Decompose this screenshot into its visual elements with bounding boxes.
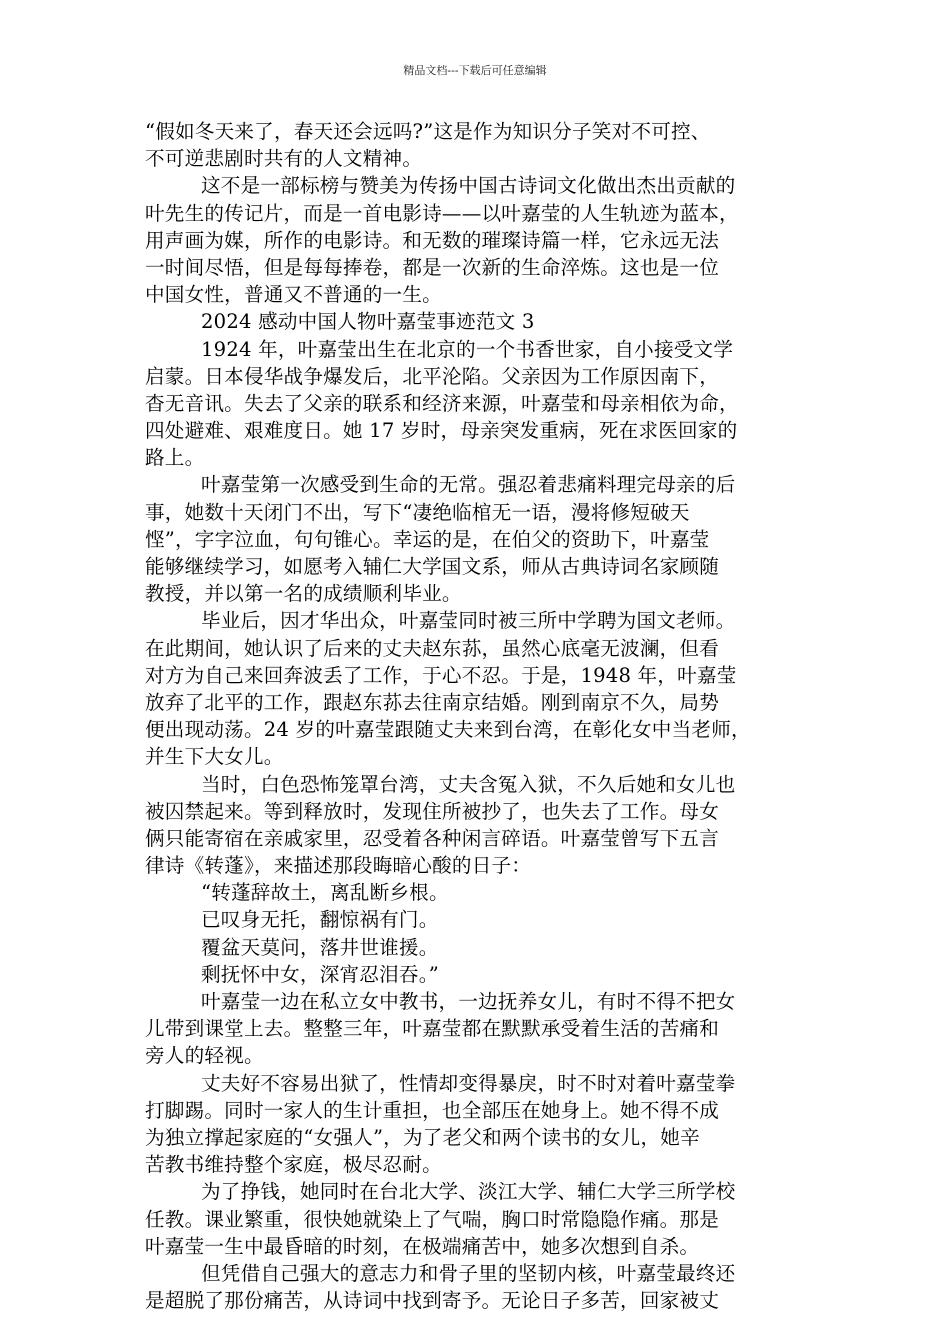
text-line: 在此期间，她认识了后来的丈夫赵东荪，虽然心底毫无波澜，但看	[145, 636, 720, 660]
text-line: 路上。	[145, 446, 205, 470]
text-line: 为独立撑起家庭的“女强人”，为了老父和两个读书的女儿，她辛	[145, 1125, 700, 1149]
text-line: 叶嘉莹一生中最昏暗的时刻，在极端痛苦中，她多次想到自杀。	[145, 1234, 700, 1258]
text-line: 放弃了北平的工作，跟赵东荪去往南京结婚。刚到南京不久，局势	[145, 690, 720, 714]
text-line: 事，她数十天闭门不出，写下“凄绝临棺无一语，漫将修短破天	[145, 500, 690, 524]
text-line: 当时，白色恐怖笼罩台湾，丈夫含冤入狱，不久后她和女儿也	[201, 772, 736, 796]
text-line: 剩抚怀中女，深宵忍泪吞。”	[201, 962, 439, 986]
text-line: 2024 感动中国人物叶嘉莹事迹范文 3	[201, 310, 535, 334]
text-line: 已叹身无托，翻惊祸有门。	[201, 908, 439, 932]
text-line: “假如冬天来了，春天还会远吗?”这是作为知识分子笑对不可控、	[145, 120, 711, 143]
document-body	[145, 118, 805, 1314]
text-line: “转蓬辞故土，离乱断乡根。	[201, 881, 449, 905]
text-line: 叶嘉莹第一次感受到生命的无常。强忍着悲痛料理完母亲的后	[201, 473, 736, 497]
page-header: 精品文档---下载后可任意编辑	[403, 64, 547, 77]
text-line: 儿带到课堂上去。整整三年，叶嘉莹都在默默承受着生活的苦痛和	[145, 1017, 720, 1041]
text-line: 律诗《转蓬》，来描述那段晦暗心酸的日子：	[145, 854, 532, 878]
text-line: 苦教书维持整个家庭，极尽忍耐。	[145, 1153, 442, 1177]
text-line: 这不是一部标榜与赞美为传扬中国古诗词文化做出杰出贡献的	[201, 174, 736, 198]
text-line: 丈夫好不容易出狱了，性情却变得暴戾，时不时对着叶嘉莹拳	[201, 1071, 736, 1095]
text-line: 四处避难、艰难度日。她 17 岁时，母亲突发重病，死在求医回家的	[145, 419, 738, 443]
text-line: 对方为自己来回奔波丢了工作，于心不忍。于是，1948 年，叶嘉莹	[145, 663, 737, 687]
text-line: 悭”，字字泣血，句句锥心。幸运的是，在伯父的资助下，叶嘉莹	[145, 527, 710, 551]
text-line: 是超脱了那份痛苦，从诗词中找到寄予。无论日子多苦，回家被丈	[145, 1289, 720, 1313]
text-line: 并生下大女儿。	[145, 745, 284, 769]
text-line: 为了挣钱，她同时在台北大学、淡江大学、辅仁大学三所学校	[201, 1180, 736, 1204]
text-line: 叶先生的传记片，而是一首电影诗——以叶嘉莹的人生轨迹为蓝本，	[145, 201, 739, 225]
text-line: 1924 年，叶嘉莹出生在北京的一个书香世家，自小接受文学	[201, 337, 734, 361]
text-line: 叶嘉莹一边在私立女中教书，一边抚养女儿，有时不得不把女	[201, 990, 736, 1013]
text-line: 杳无音讯。失去了父亲的联系和经济来源，叶嘉莹和母亲相依为命，	[145, 391, 739, 415]
text-line: 启蒙。日本侵华战争爆发后，北平沦陷。父亲因为工作原因南下，	[145, 364, 720, 388]
text-line: 打脚踢。同时一家人的生计重担，也全部压在她身上。她不得不成	[145, 1098, 720, 1122]
text-line: 旁人的轻视。	[145, 1044, 264, 1068]
text-line: 便出现动荡。24 岁的叶嘉莹跟随丈夫来到台湾，在彰化女中当老师，	[145, 718, 751, 742]
text-line: 但凭借自己强大的意志力和骨子里的坚韧内核，叶嘉莹最终还	[201, 1261, 736, 1285]
text-line: 被囚禁起来。等到释放时，发现住所被抄了，也失去了工作。母女	[145, 799, 720, 823]
text-line: 能够继续学习，如愿考入辅仁大学国文系，师从古典诗词名家顾随	[145, 555, 720, 578]
text-line: 不可逆悲剧时共有的人文精神。	[145, 147, 423, 171]
text-line: 毕业后，因才华出众，叶嘉莹同时被三所中学聘为国文老师。	[201, 609, 736, 633]
text-line: 任教。课业繁重，很快她就染上了气喘，胸口时常隐隐作痛。那是	[145, 1207, 720, 1231]
text-line: 一时间尽悟，但是每每捧卷，都是一次新的生命淬炼。这也是一位	[145, 255, 720, 279]
text-line: 俩只能寄宿在亲戚家里，忍受着各种闲言碎语。叶嘉莹曾写下五言	[145, 826, 720, 850]
text-line: 中国女性，普通又不普通的一生。	[145, 283, 442, 307]
text-line: 用声画为媒，所作的电影诗。和无数的璀璨诗篇一样，它永远无法	[145, 228, 720, 252]
text-line: 教授，并以第一名的成绩顺利毕业。	[145, 582, 462, 606]
text-line: 覆盆天莫问，落井世谁援。	[201, 935, 439, 959]
